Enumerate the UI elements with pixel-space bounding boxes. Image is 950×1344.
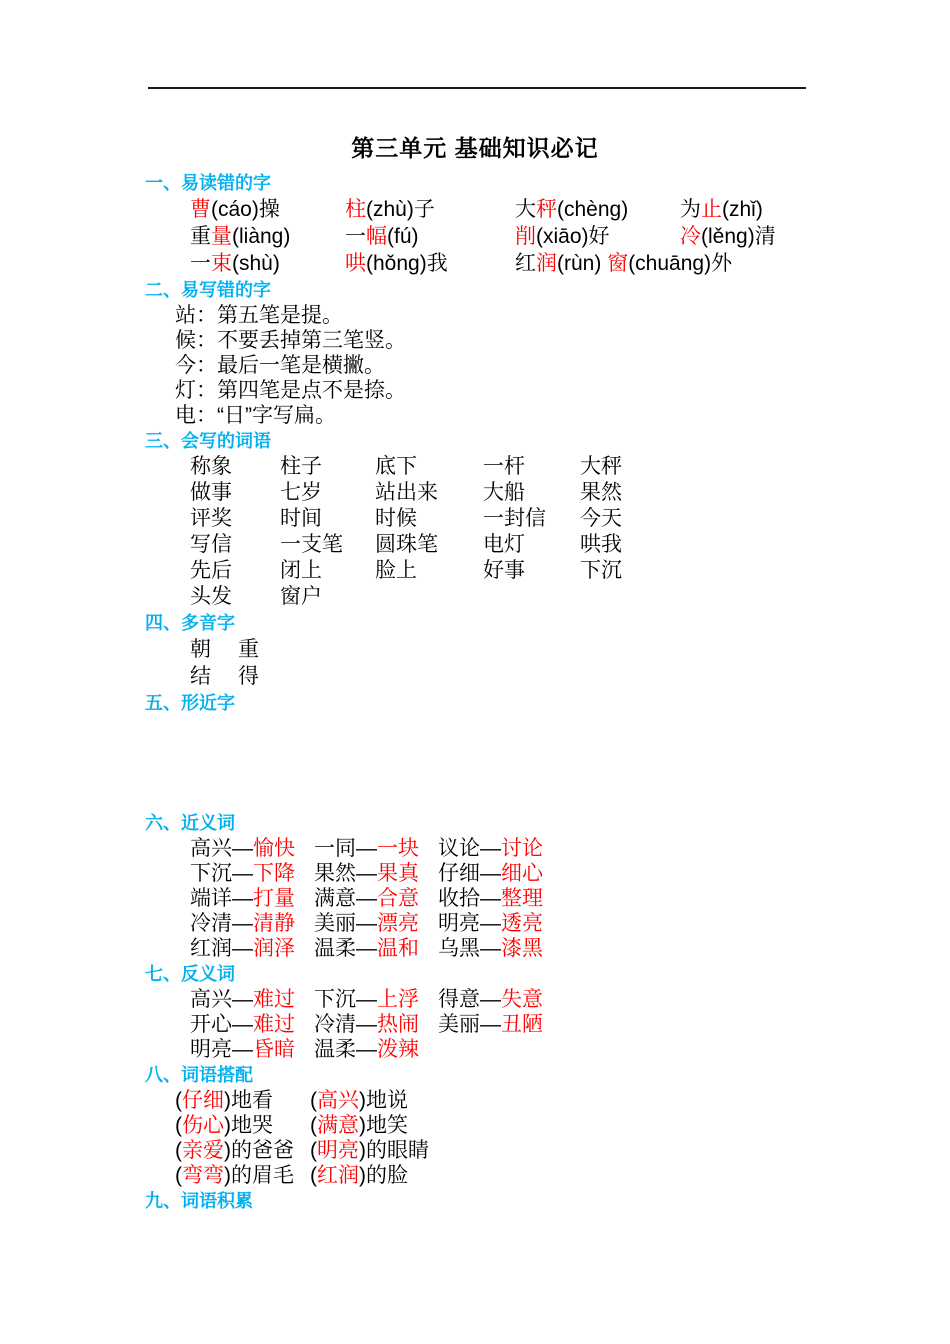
pair-right: 温和 <box>377 937 419 960</box>
pair-right: 清静 <box>253 912 295 935</box>
pinyin-item <box>190 196 345 223</box>
highlight-char: 哄 <box>345 252 366 275</box>
collocation <box>310 1113 408 1138</box>
collocation <box>310 1163 408 1188</box>
pair-left: 议论— <box>438 837 501 860</box>
pair-right: 漂亮 <box>377 912 419 935</box>
pair-right: 难过 <box>253 988 295 1011</box>
word-item: 圆珠笔 <box>375 533 438 556</box>
plain-text: (chuāng)外 <box>628 252 733 275</box>
word-pair <box>190 861 314 886</box>
pair-right: 漆黑 <box>501 937 543 960</box>
note-line: 候：不要丢掉第三笔竖。 <box>175 329 406 352</box>
section-heading-collocations: 八、词语搭配 <box>145 1065 253 1085</box>
note-line: 灯：第四笔是点不是捺。 <box>175 379 406 402</box>
word-pair <box>190 911 314 936</box>
pinyin-item <box>345 250 515 277</box>
word-item: 好事 <box>483 559 525 582</box>
plain-text: (zhǐ) <box>722 198 763 221</box>
pair-left: 开心— <box>190 1013 253 1036</box>
word-item: 七岁 <box>280 481 322 504</box>
pair-right: 整理 <box>501 887 543 910</box>
collocation-rest: )的眉毛 <box>224 1164 294 1187</box>
collocation-row <box>175 1088 865 1113</box>
collocation-modifier: 高兴 <box>317 1089 359 1112</box>
collocation-rest: )地哭 <box>224 1114 273 1137</box>
pair-right: 打量 <box>253 887 295 910</box>
section-body-polyphonic <box>145 636 865 690</box>
word-pair <box>190 1012 314 1037</box>
plain-text: 为 <box>680 198 701 221</box>
pair-left: 得意— <box>438 988 501 1011</box>
section-words <box>145 428 865 610</box>
pair-left: 美丽— <box>314 912 377 935</box>
word-pair <box>438 987 543 1012</box>
section-heading-antonyms: 七、反义词 <box>145 964 235 984</box>
word-item: 电灯 <box>483 533 525 556</box>
word-item: 时间 <box>280 507 322 530</box>
paren-open: ( <box>175 1114 182 1137</box>
plain-text: (chèng) <box>557 198 629 221</box>
highlight-char: 曹 <box>190 198 211 221</box>
pair-right: 润泽 <box>253 937 295 960</box>
word-pair <box>190 1037 314 1062</box>
highlight-char: 幅 <box>366 225 387 248</box>
section-heading-misread: 一、易读错的字 <box>145 173 271 193</box>
pinyin-item <box>680 223 776 250</box>
section-heading-similar: 五、形近字 <box>145 693 235 713</box>
polyphonic-row <box>190 663 865 690</box>
paren-open: ( <box>310 1139 317 1162</box>
highlight-char: 止 <box>701 198 722 221</box>
pair-left: 红润— <box>190 937 253 960</box>
word-pair <box>438 886 543 911</box>
pinyin-row <box>190 223 865 250</box>
collocation-rest: )的爸爸 <box>224 1139 294 1162</box>
word-item: 做事 <box>190 481 232 504</box>
pair-left: 下沉— <box>190 862 253 885</box>
word-pair <box>438 861 543 886</box>
section-miswrite <box>145 277 865 428</box>
page-title: 第三单元 基础知识必记 <box>351 135 599 161</box>
word-item: 哄我 <box>580 533 622 556</box>
section-body-synonyms <box>145 836 865 961</box>
section-body-misread <box>145 196 865 277</box>
pinyin-item <box>345 196 515 223</box>
section-polyphonic <box>145 610 865 690</box>
collocation <box>175 1163 310 1188</box>
word-pair <box>190 987 314 1012</box>
section-synonyms <box>145 810 865 961</box>
pair-right: 透亮 <box>501 912 543 935</box>
word-pair-row <box>190 886 865 911</box>
note-line: 电：“日”字写扁。 <box>175 404 336 427</box>
plain-text: (liàng) <box>232 225 291 248</box>
word-pair <box>314 987 438 1012</box>
word-item: 下沉 <box>580 559 622 582</box>
word-pair <box>190 886 314 911</box>
word-pair <box>314 911 438 936</box>
collocation-rest: )地看 <box>224 1089 273 1112</box>
pair-left: 果然— <box>314 862 377 885</box>
plain-text: (lěng)清 <box>701 225 776 248</box>
word-item: 脸上 <box>375 559 417 582</box>
word-pair <box>314 861 438 886</box>
polyphonic-char: 得 <box>238 665 259 688</box>
pair-left: 乌黑— <box>438 937 501 960</box>
pair-right: 合意 <box>377 887 419 910</box>
pair-left: 端详— <box>190 887 253 910</box>
word-pair <box>438 936 543 961</box>
pair-right: 失意 <box>501 988 543 1011</box>
pair-left: 温柔— <box>314 1038 377 1061</box>
word-item: 时候 <box>375 507 417 530</box>
pair-left: 明亮— <box>438 912 501 935</box>
paren-open: ( <box>175 1164 182 1187</box>
plain-text: (rùn) <box>557 252 608 275</box>
note-line: 今：最后一笔是横撇。 <box>175 354 385 377</box>
paren-open: ( <box>310 1114 317 1137</box>
plain-text: (cáo)操 <box>211 198 280 221</box>
pinyin-item <box>190 250 345 277</box>
word-item: 先后 <box>190 559 232 582</box>
word-pair-row <box>190 911 865 936</box>
pair-right: 丑陋 <box>501 1013 543 1036</box>
plain-text: 红 <box>515 252 536 275</box>
word-item: 头发 <box>190 585 232 608</box>
section-heading-accumulation: 九、词语积累 <box>145 1191 253 1211</box>
plain-text: 重 <box>190 225 211 248</box>
pinyin-item <box>515 196 680 223</box>
word-pair <box>314 836 438 861</box>
pinyin-row <box>190 196 865 223</box>
pair-right: 热闹 <box>377 1013 419 1036</box>
word-pair <box>190 936 314 961</box>
paren-open: ( <box>175 1139 182 1162</box>
collocation-modifier: 红润 <box>317 1164 359 1187</box>
pinyin-item <box>190 223 345 250</box>
collocation <box>175 1088 310 1113</box>
word-pair-row <box>190 861 865 886</box>
collocation-modifier: 弯弯 <box>182 1164 224 1187</box>
collocation-row <box>175 1163 865 1188</box>
pair-left: 收拾— <box>438 887 501 910</box>
word-item: 一封信 <box>483 507 546 530</box>
collocation-modifier: 伤心 <box>182 1114 224 1137</box>
section-body-antonyms <box>145 987 865 1062</box>
polyphonic-char: 朝 <box>190 638 211 661</box>
collocation-rest: )的脸 <box>359 1164 408 1187</box>
pair-right: 讨论 <box>501 837 543 860</box>
word-item: 写信 <box>190 533 232 556</box>
pair-right: 果真 <box>377 862 419 885</box>
pinyin-item <box>515 250 733 277</box>
highlight-char: 冷 <box>680 225 701 248</box>
highlight-char: 润 <box>536 252 557 275</box>
pair-left: 高兴— <box>190 837 253 860</box>
section-heading-words: 三、会写的词语 <box>145 431 271 451</box>
pair-left: 冷清— <box>314 1013 377 1036</box>
collocation-modifier: 满意 <box>317 1114 359 1137</box>
pinyin-row <box>190 250 865 277</box>
highlight-char: 窗 <box>607 252 629 275</box>
highlight-char: 秤 <box>536 198 557 221</box>
word-item: 闭上 <box>280 559 322 582</box>
section-body-collocations <box>145 1088 865 1188</box>
section-accumulation <box>145 1188 865 1214</box>
paren-open: ( <box>310 1089 317 1112</box>
pair-right: 细心 <box>501 862 543 885</box>
paren-open: ( <box>175 1089 182 1112</box>
word-pair-row <box>190 1037 865 1062</box>
section-heading-polyphonic: 四、多音字 <box>145 613 235 633</box>
section-heading-miswrite: 二、易写错的字 <box>145 280 271 300</box>
word-item: 窗户 <box>280 585 322 608</box>
word-pair <box>438 911 543 936</box>
pair-left: 美丽— <box>438 1013 501 1036</box>
word-pair <box>438 1012 543 1037</box>
highlight-char: 量 <box>211 225 232 248</box>
paren-open: ( <box>310 1164 317 1187</box>
pair-left: 温柔— <box>314 937 377 960</box>
collocation <box>310 1088 408 1113</box>
section-misread <box>145 170 865 277</box>
plain-text: (fú) <box>387 225 419 248</box>
pair-right: 下降 <box>253 862 295 885</box>
word-item: 称象 <box>190 455 232 478</box>
highlight-char: 柱 <box>345 198 366 221</box>
word-item: 大秤 <box>580 455 622 478</box>
section-similar <box>145 690 865 810</box>
collocation-modifier: 亲爱 <box>182 1139 224 1162</box>
highlight-char: 束 <box>211 252 232 275</box>
word-item: 一支笔 <box>280 533 343 556</box>
word-item: 评奖 <box>190 507 232 530</box>
collocation <box>310 1138 429 1163</box>
word-pair <box>314 886 438 911</box>
word-pair-row <box>190 987 865 1012</box>
word-pair <box>314 1012 438 1037</box>
plain-text: (zhù)子 <box>366 198 435 221</box>
section-heading-synonyms: 六、近义词 <box>145 813 235 833</box>
section-body-similar <box>145 716 865 810</box>
plain-text: 一 <box>190 252 211 275</box>
collocation-rest: )的眼睛 <box>359 1139 429 1162</box>
collocation-rest: )地笑 <box>359 1114 408 1137</box>
section-antonyms <box>145 961 865 1062</box>
pair-left: 冷清— <box>190 912 253 935</box>
pair-right: 难过 <box>253 1013 295 1036</box>
plain-text: (shù) <box>232 252 280 275</box>
note-line: 站：第五笔是提。 <box>175 304 343 327</box>
word-item: 果然 <box>580 481 622 504</box>
collocation-row <box>175 1138 865 1163</box>
pinyin-item <box>680 196 763 223</box>
word-pair <box>190 836 314 861</box>
pair-right: 昏暗 <box>253 1038 295 1061</box>
section-collocations <box>145 1062 865 1188</box>
pair-left: 明亮— <box>190 1038 253 1061</box>
word-pair <box>314 936 438 961</box>
section-body-words <box>145 454 865 610</box>
collocation-modifier: 明亮 <box>317 1139 359 1162</box>
collocation <box>175 1113 310 1138</box>
word-item: 一杆 <box>483 455 525 478</box>
collocation-rest: )地说 <box>359 1089 408 1112</box>
pinyin-item <box>515 223 680 250</box>
pinyin-item <box>345 223 515 250</box>
pair-left: 满意— <box>314 887 377 910</box>
pair-right: 愉快 <box>253 837 295 860</box>
polyphonic-row <box>190 636 865 663</box>
collocation-modifier: 仔细 <box>182 1089 224 1112</box>
pair-right: 泼辣 <box>377 1038 419 1061</box>
pair-left: 一同— <box>314 837 377 860</box>
word-pair <box>314 1037 419 1062</box>
word-pair-row <box>190 936 865 961</box>
pair-right: 上浮 <box>377 988 419 1011</box>
pair-left: 高兴— <box>190 988 253 1011</box>
word-pair-row <box>190 836 865 861</box>
plain-text: (xiāo)好 <box>536 225 610 248</box>
word-item: 柱子 <box>280 455 322 478</box>
polyphonic-char: 结 <box>190 665 211 688</box>
word-pair-row <box>190 1012 865 1037</box>
word-item: 大船 <box>483 481 525 504</box>
highlight-char: 削 <box>515 225 536 248</box>
document-content <box>145 170 865 1214</box>
plain-text: 一 <box>345 225 366 248</box>
pair-right: 一块 <box>377 837 419 860</box>
plain-text: 大 <box>515 198 536 221</box>
word-pair <box>438 836 543 861</box>
pair-left: 仔细— <box>438 862 501 885</box>
polyphonic-char: 重 <box>238 638 259 661</box>
word-item: 今天 <box>580 507 622 530</box>
word-item: 底下 <box>375 455 417 478</box>
collocation <box>175 1138 310 1163</box>
pair-left: 下沉— <box>314 988 377 1011</box>
top-rule <box>148 87 806 89</box>
word-item: 站出来 <box>375 481 438 504</box>
plain-text: (hǒng)我 <box>366 252 448 275</box>
collocation-row <box>175 1113 865 1138</box>
section-body-miswrite <box>145 303 865 428</box>
